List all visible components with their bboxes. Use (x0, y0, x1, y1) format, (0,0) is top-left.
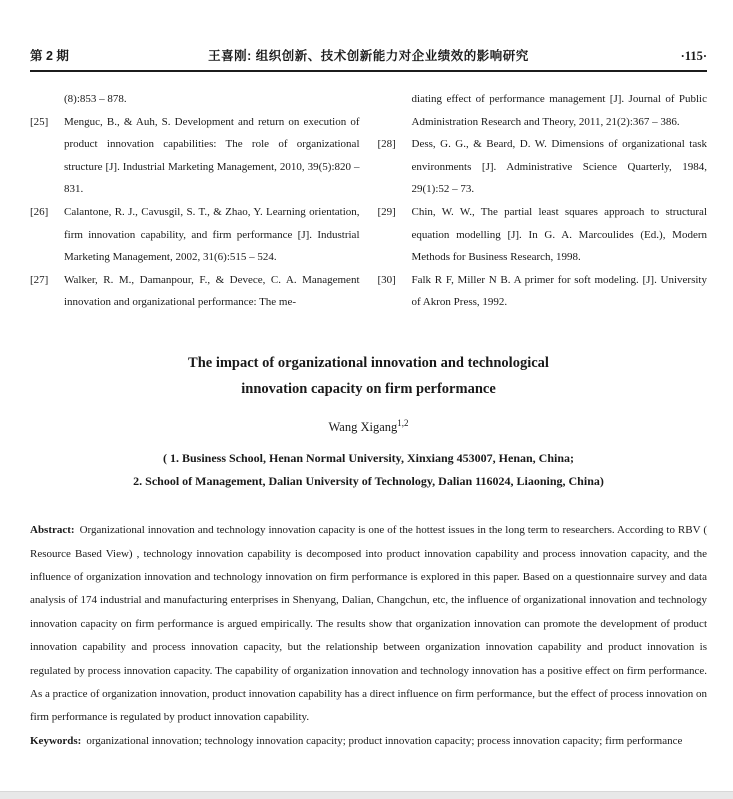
page-number: ·115· (680, 49, 707, 63)
reference-number: [28] (377, 138, 396, 151)
reference-item (30, 88, 360, 111)
keywords-label: Keywords: (30, 734, 82, 747)
reference-text: Chin, W. W., The partial least squares approach to structural equation modelling [J]. In G. A. Marcoulides (Ed.), Modern Methods for Business Research, 1998. (411, 205, 707, 264)
affiliation-line: 2. School of Management, Dalian University of Technology, Dalian 116024, Liaoning, China) (133, 474, 604, 489)
reference-item (30, 269, 360, 314)
keywords-text: organizational innovation; technology innovation capacity; product innovation capacity; process innovation capacity; firm performance (86, 734, 683, 747)
page-header (30, 0, 707, 64)
reference-number: [30] (377, 273, 396, 286)
reference-number: [27] (30, 273, 49, 286)
abstract-paragraph (30, 519, 707, 730)
reference-text: Dess, G. G., & Beard, D. W. Dimensions of organizational task environments [J]. Administrative Science Quarterly, 1984, 29(1):52 – 73. (411, 138, 707, 196)
reference-number: [25] (30, 115, 49, 128)
reference-item (30, 111, 360, 201)
reference-number (378, 88, 412, 133)
english-title-line: innovation capacity on firm performance (241, 380, 496, 397)
references-section (30, 88, 707, 314)
keywords-paragraph (30, 730, 707, 753)
running-title: 王喜刚: 组织创新、技术创新能力对企业绩效的影响研究 (208, 49, 529, 63)
reference-text: Walker, R. M., Damanpour, F., & Devece, C. A. Management innovation and organizational performance: The me- (64, 273, 360, 309)
author-name: Wang Xigang (328, 420, 398, 435)
english-title-line: The impact of organizational innovation and technological (188, 354, 549, 371)
reference-number: [29] (377, 205, 396, 218)
reference-item (378, 88, 708, 133)
reference-text: Falk R F, Miller N B. A primer for soft modeling. [J]. University of Akron Press, 1992. (411, 273, 707, 309)
reference-text: Calantone, R. J., Cavusgil, S. T., & Zhao, Y. Learning orientation, firm innovation capability, and firm performance [J]. Industrial Marketing Management, 2002, 31(6):515 – 524. (64, 205, 360, 264)
author-affiliation-marks: 1,2 (397, 417, 409, 428)
english-title (30, 350, 707, 402)
reference-item (378, 201, 708, 269)
reference-item (378, 133, 708, 201)
reference-item (378, 269, 708, 314)
page-bottom-edge (0, 791, 733, 799)
reference-text: Menguc, B., & Auh, S. Development and return on execution of product innovation capabilities: The role of organizational structure [J]. Industrial Marketing Management, 2010, 39(5):820 – 831. (64, 115, 360, 196)
references-left-column (30, 88, 360, 314)
references-right-column (378, 88, 708, 314)
affiliations (30, 447, 707, 493)
abstract-text: Organizational innovation and technology innovation capacity is one of the hottest issues in the long term to researchers. According to RBV ( Resource Based View) , technology innovation capability is decomposed into product innovation capability and process innovation capacity, and the influence of organization innovation and technology innovation on firm performance is explored in this paper. Based on a questionnaire survey and data analysis of 174 industrial and manufacturing enterprises in Shenyang, Dalian, Changchun, etc, the influence of organizational innovation and technology innovation capacity on firm performance is argued empirically. The results show that organization innovation can promote the development of product innovation capability and process innovation capacity, but the relationship between organization innovation capability and product innovation is regulated by process innovation capacity. The capability of organization innovation and technology innovation has a positive effect on firm performance. As a practice of organization innovation, product innovation capability has a direct influence on firm performance, but the effect of process innovation on firm performance is regulated by product innovation capability. (30, 524, 707, 724)
reference-number: [26] (30, 205, 49, 218)
abstract-label: Abstract: (30, 524, 75, 537)
author-line (30, 418, 707, 435)
reference-text: diating effect of performance management [J]. Journal of Public Administration Research and Theory, 2011, 21(2):367 – 386. (411, 93, 707, 128)
reference-item (30, 201, 360, 269)
reference-number (30, 88, 64, 111)
reference-text: (8):853 – 878. (64, 93, 127, 105)
header-rule (30, 70, 707, 72)
journal-issue: 第 2 期 (30, 49, 69, 63)
affiliation-line: ( 1. Business School, Henan Normal University, Xinxiang 453007, Henan, China; (162, 451, 575, 466)
